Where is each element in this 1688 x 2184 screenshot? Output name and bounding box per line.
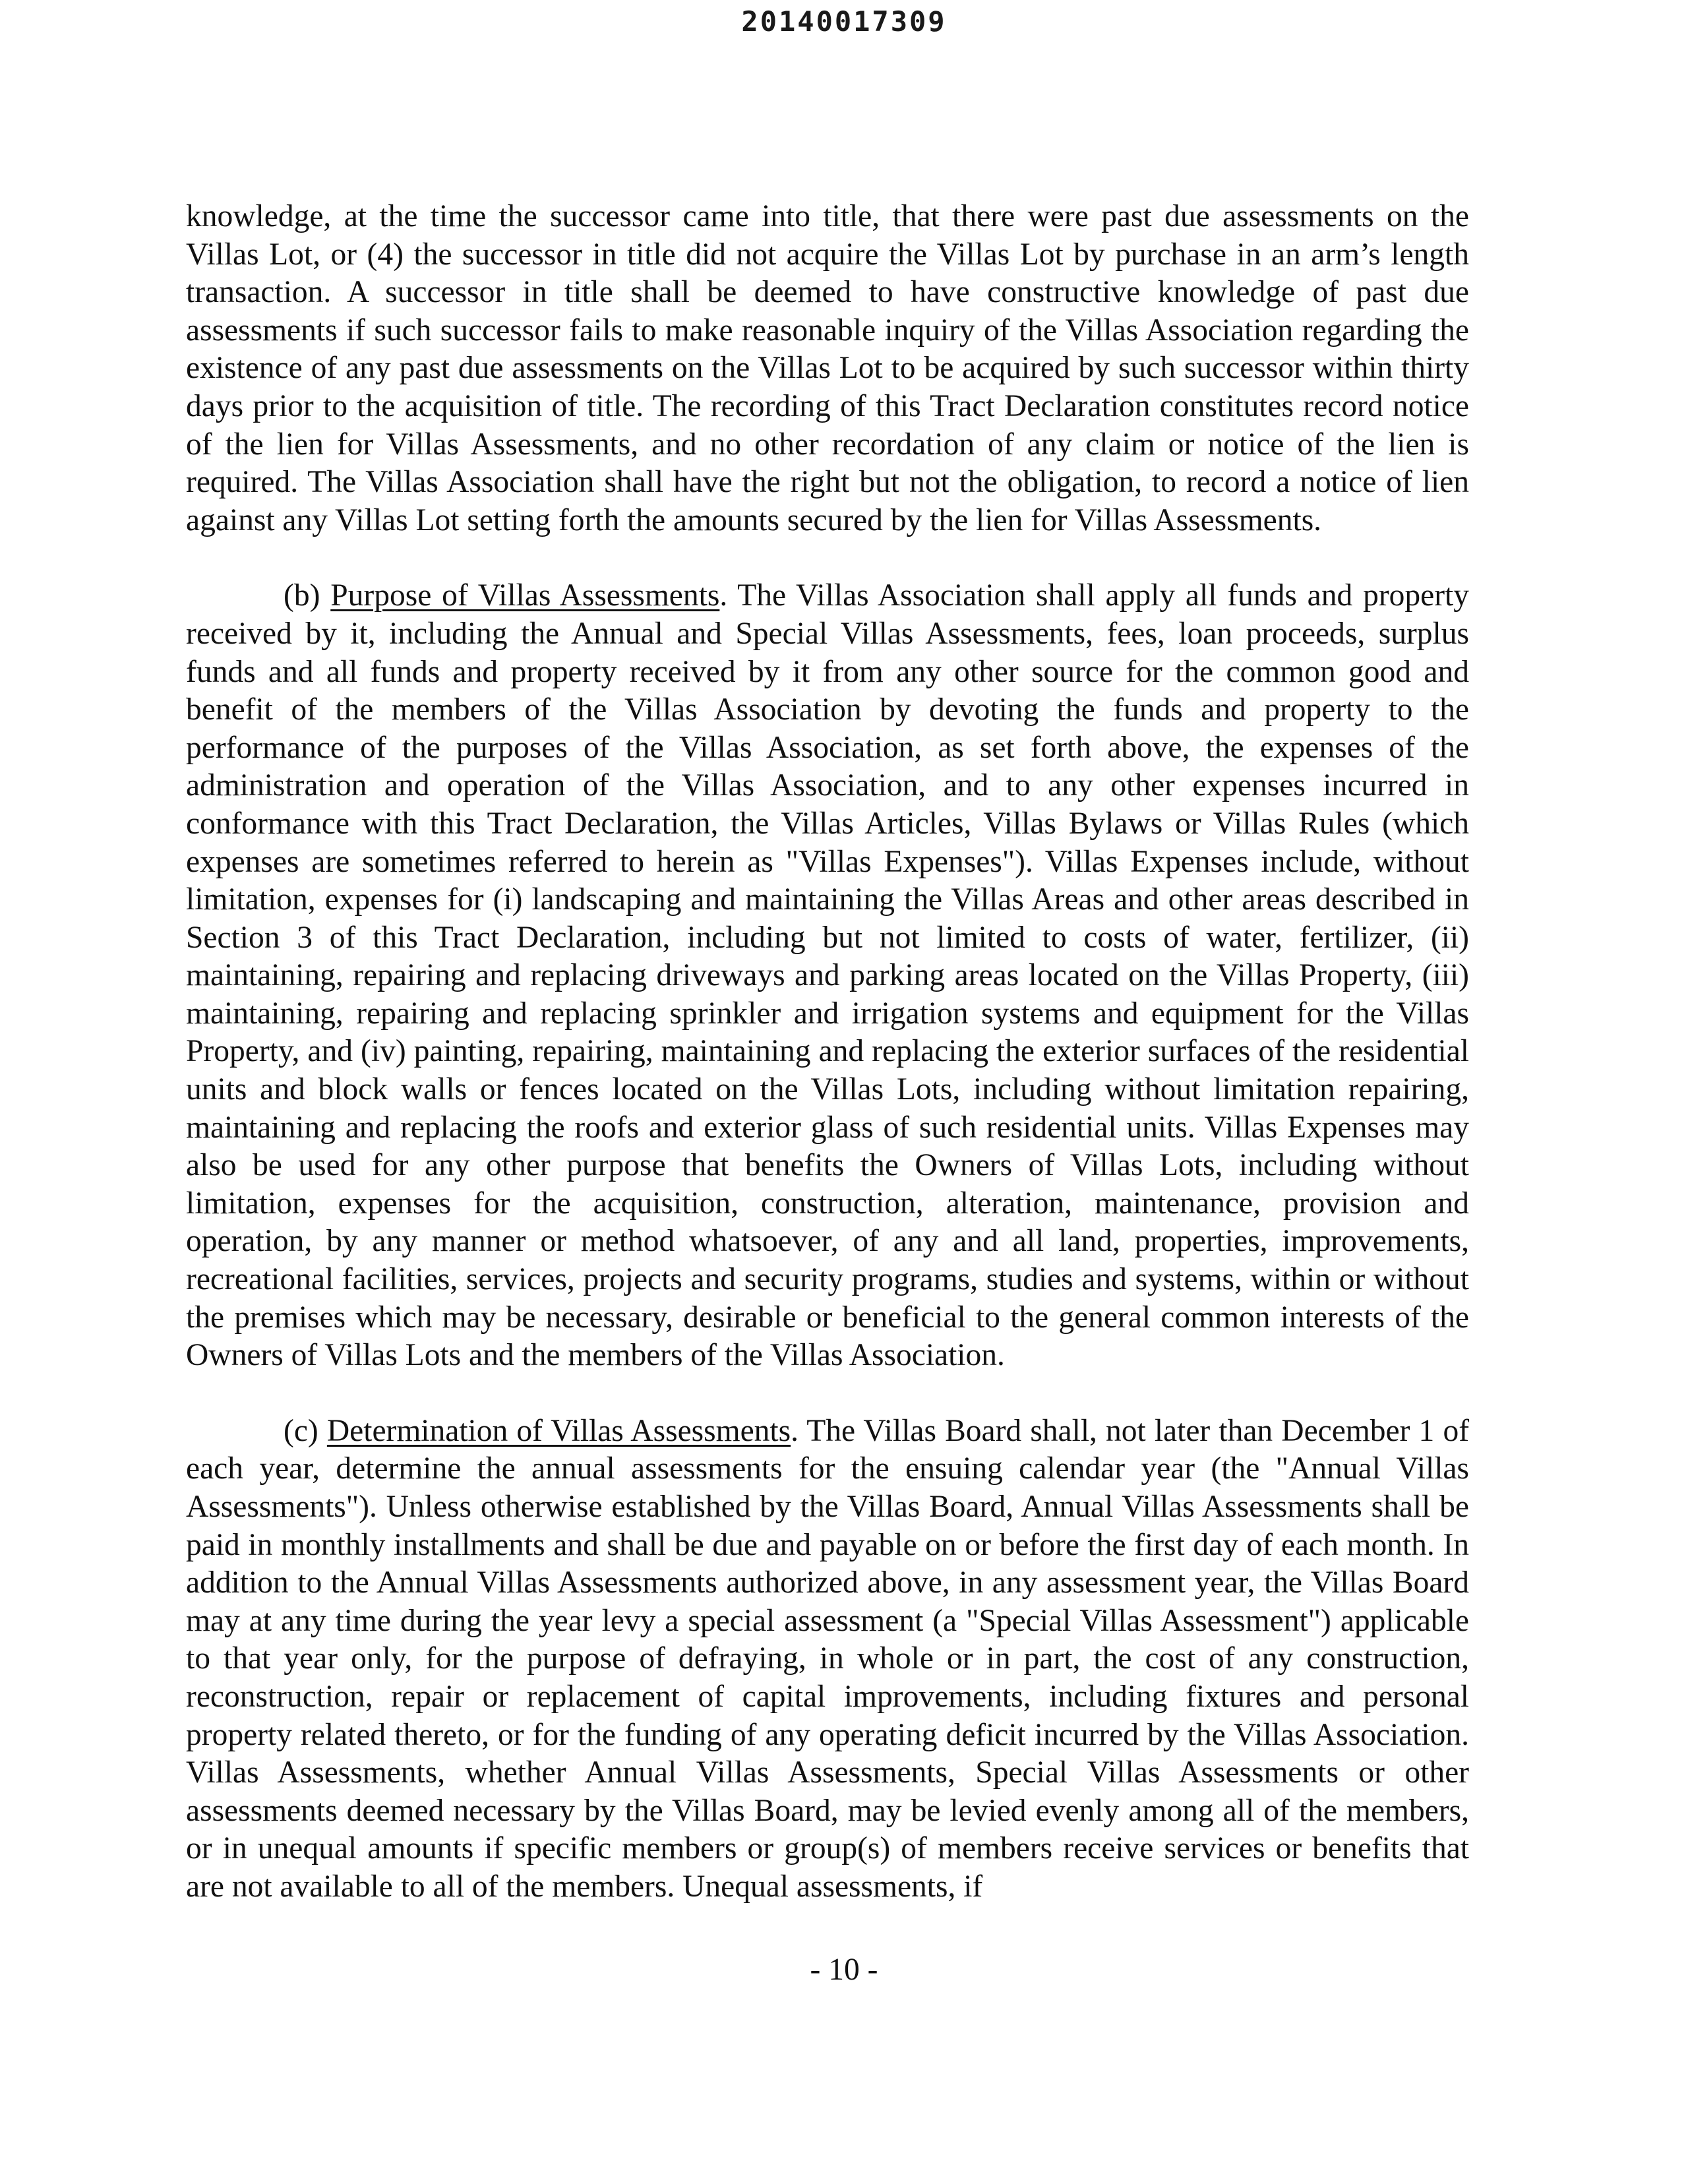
section-heading: Purpose of Villas Assessments xyxy=(330,578,720,613)
paragraph-text: . The Villas Association shall apply all funds and property received by it, including the Annual and Special Villas Assessments, fees, loan proceeds, surplus funds and all funds and property received by it from any other source for the common good and benefit of the members of the Villas Association by devoting the funds and property to the performance of the purposes of the Villas Association, as set forth above, the expenses of the administration and operation of the Villas Association, and to any other expenses incurred in conformance with this Tract Declaration, the Villas Articles, Villas Bylaws or Villas Rules (which expenses are sometimes referred to herein as "Villas Expenses"). Villas Expenses include, without limitation, expenses for (i) landscaping and maintaining the Villas Areas and other areas described in Section 3 of this Tract Declaration, including but not limited to costs of water, fertilizer, (ii) maintaining, repairing and replacing driveways and parking areas located on the Villas Property, (iii) maintaining, repairing and replacing sprinkler and irrigation systems and equipment for the Villas Property, and (iv) painting, repairing, maintaining and replacing the exterior surfaces of the residential units and block walls or fences located on the Villas Lots, including without limitation repairing, maintaining and replacing the roofs and exterior glass of such residential units. Villas Expenses may also be used for any other purpose that benefits the Owners of Villas Lots, including without limitation, expenses for the acquisition, construction, alteration, maintenance, provision and operation, by any manner or method whatsoever, of any and all land, properties, improvements, recreational facilities, services, projects and security programs, studies and systems, within or without the premises which may be necessary, desirable or beneficial to the general common interests of the Owners of Villas Lots and the members of the Villas Association. xyxy=(186,578,1469,1373)
paragraph-purpose-of-villas-assessments xyxy=(186,577,1469,1374)
paragraph-label: (c) xyxy=(284,1413,327,1448)
paragraph-text: . The Villas Board shall, not later than December 1 of each year, determine the annual assessments for the ensuing calendar year (the "Annual Villas Assessments"). Unless otherwise established by the Villas Board, Annual Villas Assessments shall be paid in monthly installments and shall be due and payable on or before the first day of each month. In addition to the Annual Villas Assessments authorized above, in any assessment year, the Villas Board may at any time during the year levy a special assessment (a "Special Villas Assessment") applicable to that year only, for the purpose of defraying, in whole or in part, the cost of any construction, reconstruction, repair or replacement of capital improvements, including fixtures and personal property related thereto, or for the funding of any operating deficit incurred by the Villas Association. Villas Assessments, whether Annual Villas Assessments, Special Villas Assessments or other assessments deemed necessary by the Villas Board, may be levied evenly among all of the members, or in unequal amounts if specific members or group(s) of members receive services or benefits that are not available to all of the members. Unequal assessments, if xyxy=(186,1413,1470,1904)
page-number: - 10 - xyxy=(810,1953,878,1987)
document-body xyxy=(186,198,1469,1944)
document-number: 20140017309 xyxy=(741,5,947,38)
paragraph-label: (b) xyxy=(284,578,331,613)
section-heading: Determination of Villas Assessments xyxy=(326,1413,791,1448)
paragraph-text: knowledge, at the time the successor came into title, that there were past due assessments on the Villas Lot, or (4) the successor in title did not acquire the Villas Lot by purchase in an arm’s length transaction. A successor in title shall be deemed to have constructive knowledge of past due assessments if such successor fails to make reasonable inquiry of the Villas Association regarding the existence of any past due assessments on the Villas Lot to be acquired by such successor within thirty days prior to the acquisition of title. The recording of this Tract Declaration constitutes record notice of the lien for Villas Assessments, and no other recordation of any claim or notice of the lien is required. The Villas Association shall have the right but not the obligation, to record a notice of lien against any Villas Lot setting forth the amounts secured by the lien for Villas Assessments. xyxy=(186,199,1469,537)
paragraph-determination-of-villas-assessments xyxy=(186,1412,1469,1906)
paragraph-continuation xyxy=(186,198,1469,539)
